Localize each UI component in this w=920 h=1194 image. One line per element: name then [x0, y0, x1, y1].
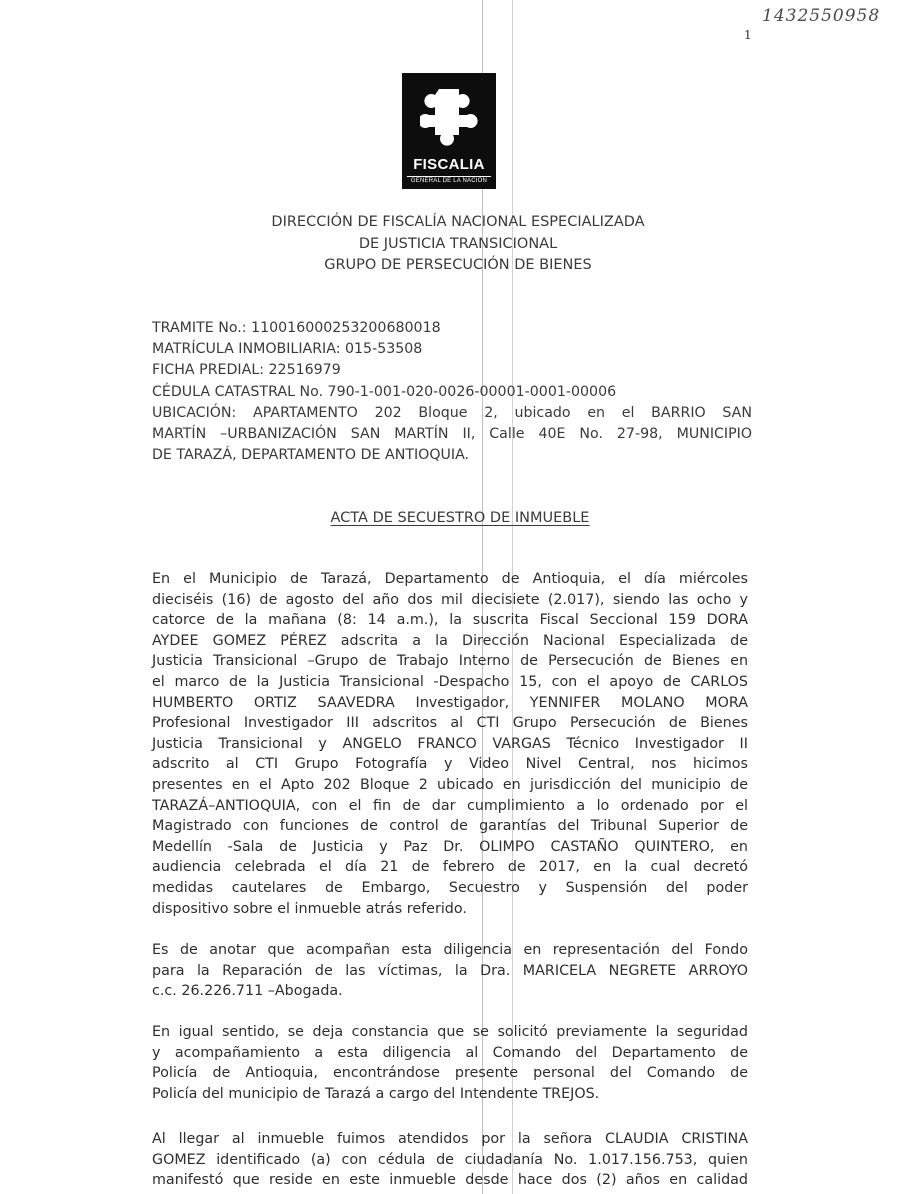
paragraph-line: Magistrado con funciones de control de garantías del Tribunal Superior de [152, 818, 748, 835]
paragraph-line: Al llegar al inmueble fuimos atendidos por la señora CLAUDIA CRISTINA [152, 1131, 748, 1147]
paragraph-line: Justicia Transicional y ANGELO FRANCO VARGAS Técnico Investigador II [152, 735, 748, 752]
ubicacion-line: UBICACIÓN: APARTAMENTO 202 Bloque 2, ubicado en el BARRIO SAN [152, 404, 752, 421]
body-paragraph [152, 569, 748, 919]
paragraph-line: catorce de la mañana (8: 14 a.m.), la suscrita Fiscal Seccional 159 DORA [152, 612, 748, 629]
paragraph-line: GOMEZ identificado (a) con cédula de ciudadanía No. 1.017.156.753, quien [152, 1151, 748, 1168]
paragraph-line: audiencia celebrada el día 21 de febrero de 2017, en la cual decretó [152, 859, 748, 876]
paragraph-line: AYDEE GOMEZ PÉREZ adscrita a la Dirección Nacional Especializada de [152, 632, 748, 649]
header-line: DIRECCIÓN DE FISCALÍA NACIONAL ESPECIALIZADA [271, 214, 645, 230]
puzzle-piece-icon [420, 81, 478, 153]
paragraph-line: dieciséis (16) de agosto del año dos mil diecisiete (2.017), siendo las ocho y [152, 591, 748, 608]
document-title-text: ACTA DE SECUESTRO DE INMUEBLE [330, 510, 590, 526]
logo-title: FISCALIA [413, 156, 485, 173]
paragraph-line: adscrito al CTI Grupo Fotografía y Video Nivel Central, nos hicimos [152, 756, 748, 773]
paragraph-line: Medellín -Sala de Justicia y Paz Dr. OLIMPO CASTAÑO QUINTERO, en [152, 838, 748, 855]
page-number: 1 [744, 28, 752, 42]
paragraph-line: dispositivo sobre el inmueble atrás referido. [152, 900, 467, 917]
fiscalia-logo [402, 73, 496, 189]
ubicacion-line: MARTÍN –URBANIZACIÓN SAN MARTÍN II, Calle 40E No. 27-98, MUNICIPIO [152, 426, 752, 443]
paragraph-line: Es de anotar que acompañan esta diligencia en representación del Fondo [152, 942, 748, 958]
body-paragraph [152, 1129, 748, 1191]
property-details [152, 318, 752, 466]
ubicacion-line: DE TARAZÁ, DEPARTAMENTO DE ANTIOQUIA. [152, 447, 470, 464]
body-paragraph [152, 940, 748, 1002]
paragraph-line: En igual sentido, se deja constancia que se solicitó previamente la seguridad [152, 1024, 748, 1040]
document-title [0, 510, 920, 526]
tramite-number: TRAMITE No.: 11001600025320068001​8 [152, 320, 441, 336]
paragraph-line: Justicia Transicional –Grupo de Trabajo Interno de Persecución de Bienes en [152, 653, 748, 670]
handwritten-note: 1432550958 [762, 6, 881, 26]
document-header [200, 212, 716, 277]
paragraph-line: Policía del municipio de Tarazá a cargo del Intendente TREJOS. [152, 1085, 600, 1102]
paragraph-line: Profesional Investigador III adscritos al CTI Grupo Persecución de Bienes [152, 715, 748, 732]
logo-subtitle: GENERAL DE LA NACION [407, 176, 491, 184]
header-line: GRUPO DE PERSECUCIÓN DE BIENES [324, 257, 592, 273]
cedula-catastral: CÉDULA CATASTRAL No. 790-1-001-020-0026-00001-0001-00006 [152, 383, 617, 400]
ficha-predial: FICHA PREDIAL: 22516979 [152, 362, 341, 379]
body-paragraph [152, 1022, 748, 1104]
paragraph-line: para la Reparación de las víctimas, la Dra. MARICELA NEGRETE ARROYO [152, 962, 748, 979]
matricula-inmobiliaria: MATRÍCULA INMOBILIARIA: 015-53508 [152, 341, 423, 358]
paragraph-line: HUMBERTO ORTIZ SAAVEDRA Investigador, YENNIFER MOLANO MORA [152, 694, 748, 711]
paragraph-line: manifestó que reside en este inmueble desde hace dos (2) años en calidad [152, 1172, 748, 1189]
paragraph-line: presentes en el Apto 202 Bloque 2 ubicado en jurisdicción del municipio de [152, 776, 748, 793]
header-line: DE JUSTICIA TRANSICIONAL [358, 235, 558, 252]
paragraph-line: medidas cautelares de Embargo, Secuestro y Suspensión del poder [152, 879, 748, 896]
paragraph-line: TARAZÁ–ANTIOQUIA, con el fin de dar cumplimiento a lo ordenado por el [152, 797, 748, 814]
paragraph-line: c.c. 26.226.711 –Abogada. [152, 983, 343, 1000]
paragraph-line: el marco de la Justicia Transicional -Despacho 15, con el apoyo de CARLOS [152, 673, 748, 690]
paragraph-line: y acompañamiento a esta diligencia al Comando del Departamento de [152, 1044, 748, 1061]
paragraph-line: En el Municipio de Tarazá, Departamento de Antioquia, el día miércoles [152, 571, 748, 587]
paragraph-line: Policía de Antioquia, encontrándose presente personal del Comando de [152, 1065, 748, 1082]
